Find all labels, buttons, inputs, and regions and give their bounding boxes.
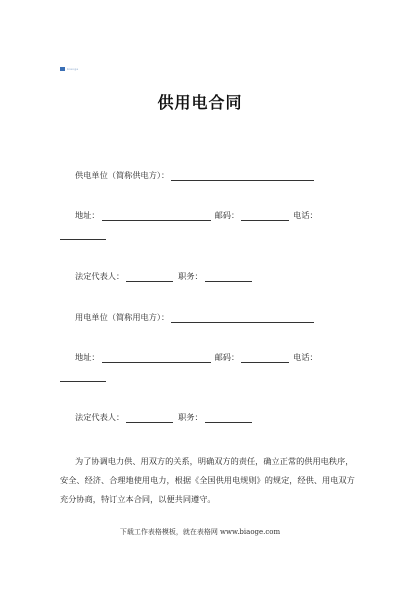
supplier-unit-label: 供电单位（简称供电方）： [75,170,170,180]
consumer-address-row [75,352,318,363]
preamble-line-3: 充分协商，特订立本合同，以便共同遵守。 [60,494,216,504]
consumer-rep-row [75,412,252,423]
consumer-postcode-label: 邮码： [214,352,240,362]
supplier-postcode-field[interactable] [241,211,289,221]
consumer-unit-label: 用电单位（简称用电方）： [75,312,170,322]
supplier-phone-label: 电话： [293,210,318,220]
consumer-address-label: 地址： [75,352,100,362]
consumer-position-field[interactable] [205,413,252,423]
supplier-address-field[interactable] [102,211,211,221]
preamble-paragraph [60,452,355,509]
page-footer: 下载工作表格模板，就在表格网 www.biaoge.com [119,528,281,536]
consumer-rep-field[interactable] [126,413,173,423]
supplier-rep-label: 法定代表人： [75,271,125,281]
consumer-rep-label: 法定代表人： [75,412,125,422]
supplier-phone-field[interactable] [60,230,106,240]
consumer-postcode-field[interactable] [241,353,289,363]
consumer-unit-field[interactable] [171,313,314,323]
consumer-phone-label: 电话： [293,352,318,362]
supplier-rep-row [75,271,252,282]
logo-mark-icon [60,67,65,71]
supplier-position-field[interactable] [205,272,252,282]
consumer-position-label: 职务： [178,412,203,422]
site-logo [60,66,78,72]
consumer-phone-field[interactable] [60,372,106,382]
supplier-address-row [75,210,318,221]
supplier-position-label: 职务： [178,271,203,281]
supplier-unit-field[interactable] [171,171,314,181]
supplier-postcode-label: 邮码： [214,210,240,220]
preamble-line-1: 为了协调电力供、用双方的关系，明确双方的责任，确立正常的供用电秩序， [75,456,354,466]
consumer-phone-row [60,372,106,382]
page-title: 供用电合同 [157,93,243,112]
preamble-line-2: 安全、经济、合理地使用电力，根据《全国供用电规则》的规定，经供、用电双方 [60,475,355,485]
supplier-address-label: 地址： [75,210,100,220]
logo-text: biaoge [67,67,79,71]
consumer-unit-row [75,312,314,323]
supplier-rep-field[interactable] [126,272,173,282]
supplier-unit-row [75,170,314,181]
supplier-phone-row [60,230,106,240]
consumer-address-field[interactable] [102,353,211,363]
